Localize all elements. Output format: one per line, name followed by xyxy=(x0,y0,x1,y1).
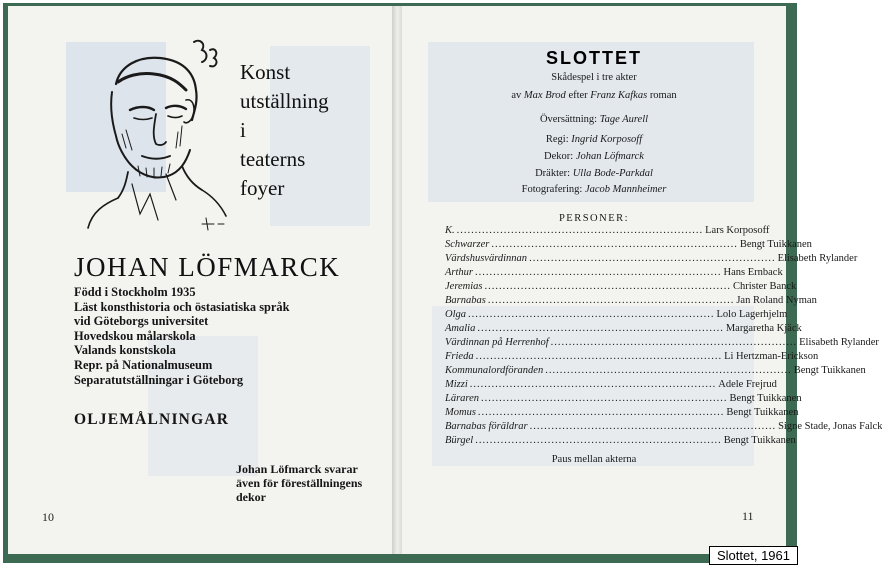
cast-row xyxy=(445,238,812,252)
portrait-sketch-icon xyxy=(82,34,232,244)
cast-actor: Bengt Tuikkanen xyxy=(793,365,866,376)
cast-row xyxy=(445,322,802,336)
cast-row xyxy=(445,350,819,364)
credit-name: Johan Löfmarck xyxy=(575,151,644,162)
credit-translation xyxy=(402,114,786,125)
cast-row xyxy=(445,434,796,448)
leader-dots: .................................................................... xyxy=(456,225,704,236)
cast-role: Barnabas föräldrar xyxy=(445,421,528,432)
cast-actor: Lars Korposoff xyxy=(705,225,770,236)
exhibition-title-line: Konst xyxy=(240,60,291,84)
leader-dots: .................................................................... xyxy=(491,239,738,250)
author-line xyxy=(402,90,786,101)
cast-row xyxy=(445,406,799,420)
author-name: Max Brod xyxy=(523,90,566,101)
cast-actor: Jan Roland Nyman xyxy=(736,295,817,306)
cast-row xyxy=(445,378,777,392)
leader-dots: .................................................................... xyxy=(475,351,723,362)
author-prefix: av xyxy=(511,90,522,101)
cast-actor: Bengt Tuikkanen xyxy=(723,435,796,446)
cast-role: Mizzi xyxy=(445,379,468,390)
exhibition-title-line: foyer xyxy=(240,176,285,200)
cast-row xyxy=(445,420,882,434)
artist-bio xyxy=(74,285,290,387)
cast-actor: Adele Frejrud xyxy=(718,379,777,390)
credit-label: Dekor: xyxy=(544,151,574,162)
cast-actor: Hans Ernback xyxy=(723,267,783,278)
cast-role: Momus xyxy=(445,407,476,418)
cast-role: K. xyxy=(445,225,455,236)
cast-role: Olga xyxy=(445,309,466,320)
cast-actor: Elisabeth Rylander xyxy=(799,337,879,348)
cast-actor: Elisabeth Rylander xyxy=(777,253,858,264)
cast-row xyxy=(445,294,817,308)
credit-label: Regi: xyxy=(545,134,569,145)
credit-photography xyxy=(402,184,786,195)
cast-actor: Christer Banck xyxy=(733,281,797,292)
leader-dots: .................................................................... xyxy=(469,379,717,390)
cast-role: Barnabas xyxy=(445,295,486,306)
cast-row xyxy=(445,280,797,294)
credit-name: Ulla Bode-Parkdal xyxy=(572,168,653,179)
cast-row xyxy=(445,252,858,266)
cast-actor: Bengt Tuikkanen xyxy=(726,407,799,418)
bio-line: Valands konstskola xyxy=(74,343,176,358)
image-caption: Slottet, 1961 xyxy=(709,546,798,565)
leader-dots: .................................................................... xyxy=(477,407,725,418)
credit-name: Tage Aurell xyxy=(599,114,649,125)
cast-row xyxy=(445,392,802,406)
bio-line: Läst konsthistoria och östasiatiska språk xyxy=(74,299,290,314)
note-line: även för föreställningens xyxy=(236,475,363,490)
leader-dots: .................................................................... xyxy=(487,295,735,306)
cast-row xyxy=(445,266,783,280)
cast-role: Schwarzer xyxy=(445,239,490,250)
source-author: Franz Kafkas xyxy=(590,90,648,101)
cast-actor: Lolo Lagerhjelm xyxy=(716,309,788,320)
credit-name: Jacob Mannheimer xyxy=(584,184,667,195)
bio-line: Född i Stockholm 1935 xyxy=(74,285,196,299)
decor-note xyxy=(236,463,362,504)
leader-dots: .................................................................... xyxy=(481,393,728,404)
credit-director xyxy=(402,134,786,145)
author-suffix: roman xyxy=(649,90,677,101)
bio-line: vid Göteborgs universitet xyxy=(74,314,209,329)
cast-actor: Bengt Tuikkanen xyxy=(739,239,812,250)
page-number-left: 10 xyxy=(42,510,54,524)
cast-role: Kommunalordföranden xyxy=(445,365,544,376)
section-heading: OLJEMÅLNINGAR xyxy=(74,411,230,428)
left-page xyxy=(8,6,394,554)
leader-dots: .................................................................... xyxy=(468,309,715,320)
cast-actor: Margaretha Kjäck xyxy=(725,323,802,334)
artist-name: JOHAN LÖFMARCK xyxy=(74,252,341,282)
leader-dots: .................................................................... xyxy=(545,365,792,376)
page-number-right: 11 xyxy=(742,509,754,523)
credit-decor xyxy=(402,151,786,162)
cast-row xyxy=(445,364,866,378)
exhibition-title xyxy=(240,58,329,203)
leader-dots: .................................................................... xyxy=(477,323,724,334)
leader-dots: .................................................................... xyxy=(484,281,732,292)
cast-role: Värdshusvärdinnan xyxy=(445,253,528,264)
leader-dots: .................................................................... xyxy=(475,267,722,278)
cast-role: Bürgel xyxy=(445,435,474,446)
credit-label: Dräkter: xyxy=(535,168,571,179)
bio-line: Hovedskou målarskola xyxy=(74,328,196,343)
credit-name: Ingrid Korposoff xyxy=(571,134,643,145)
credit-label: Fotografering: xyxy=(521,184,583,195)
cast-row xyxy=(445,336,879,350)
cast-heading: PERSONER: xyxy=(558,213,630,224)
credit-label: Översättning: xyxy=(539,114,598,125)
exhibition-title-line: i xyxy=(240,118,246,142)
credit-costumes xyxy=(402,168,786,179)
play-subtitle: Skådespel i tre akter xyxy=(551,72,637,83)
cast-role: Värdinnan på Herrenhof xyxy=(445,337,549,348)
cast-role: Amalia xyxy=(445,323,476,334)
exhibition-title-line: utställning xyxy=(240,89,329,113)
cast-actor: Li Hertzman-Erickson xyxy=(724,351,819,362)
play-title: SLOTTET xyxy=(546,48,642,68)
leader-dots: .................................................................... xyxy=(529,253,776,264)
bio-line: Separatutställningar i Göteborg xyxy=(74,372,244,387)
leader-dots: .................................................................... xyxy=(550,337,798,348)
cast-role: Arthur xyxy=(445,267,474,278)
cast-list xyxy=(445,224,882,448)
bio-line: Repr. på Nationalmuseum xyxy=(74,357,213,372)
cast-row xyxy=(445,308,788,322)
intermission-note: Paus mellan akterna xyxy=(551,454,637,465)
leader-dots: .................................................................... xyxy=(475,435,722,446)
cast-role: Läraren xyxy=(445,393,480,404)
leader-dots: .................................................................... xyxy=(529,421,777,432)
cast-role: Jeremias xyxy=(445,281,483,292)
cast-actor: Signe Stade, Jonas Falck xyxy=(778,421,882,432)
exhibition-title-line: teaterns xyxy=(240,147,306,171)
note-line: Johan Löfmarck svarar xyxy=(236,462,358,476)
author-mid: efter xyxy=(568,90,588,101)
cast-row xyxy=(445,224,770,238)
cast-actor: Bengt Tuikkanen xyxy=(729,393,802,404)
note-line: dekor xyxy=(236,489,266,504)
cast-role: Frieda xyxy=(445,351,474,362)
